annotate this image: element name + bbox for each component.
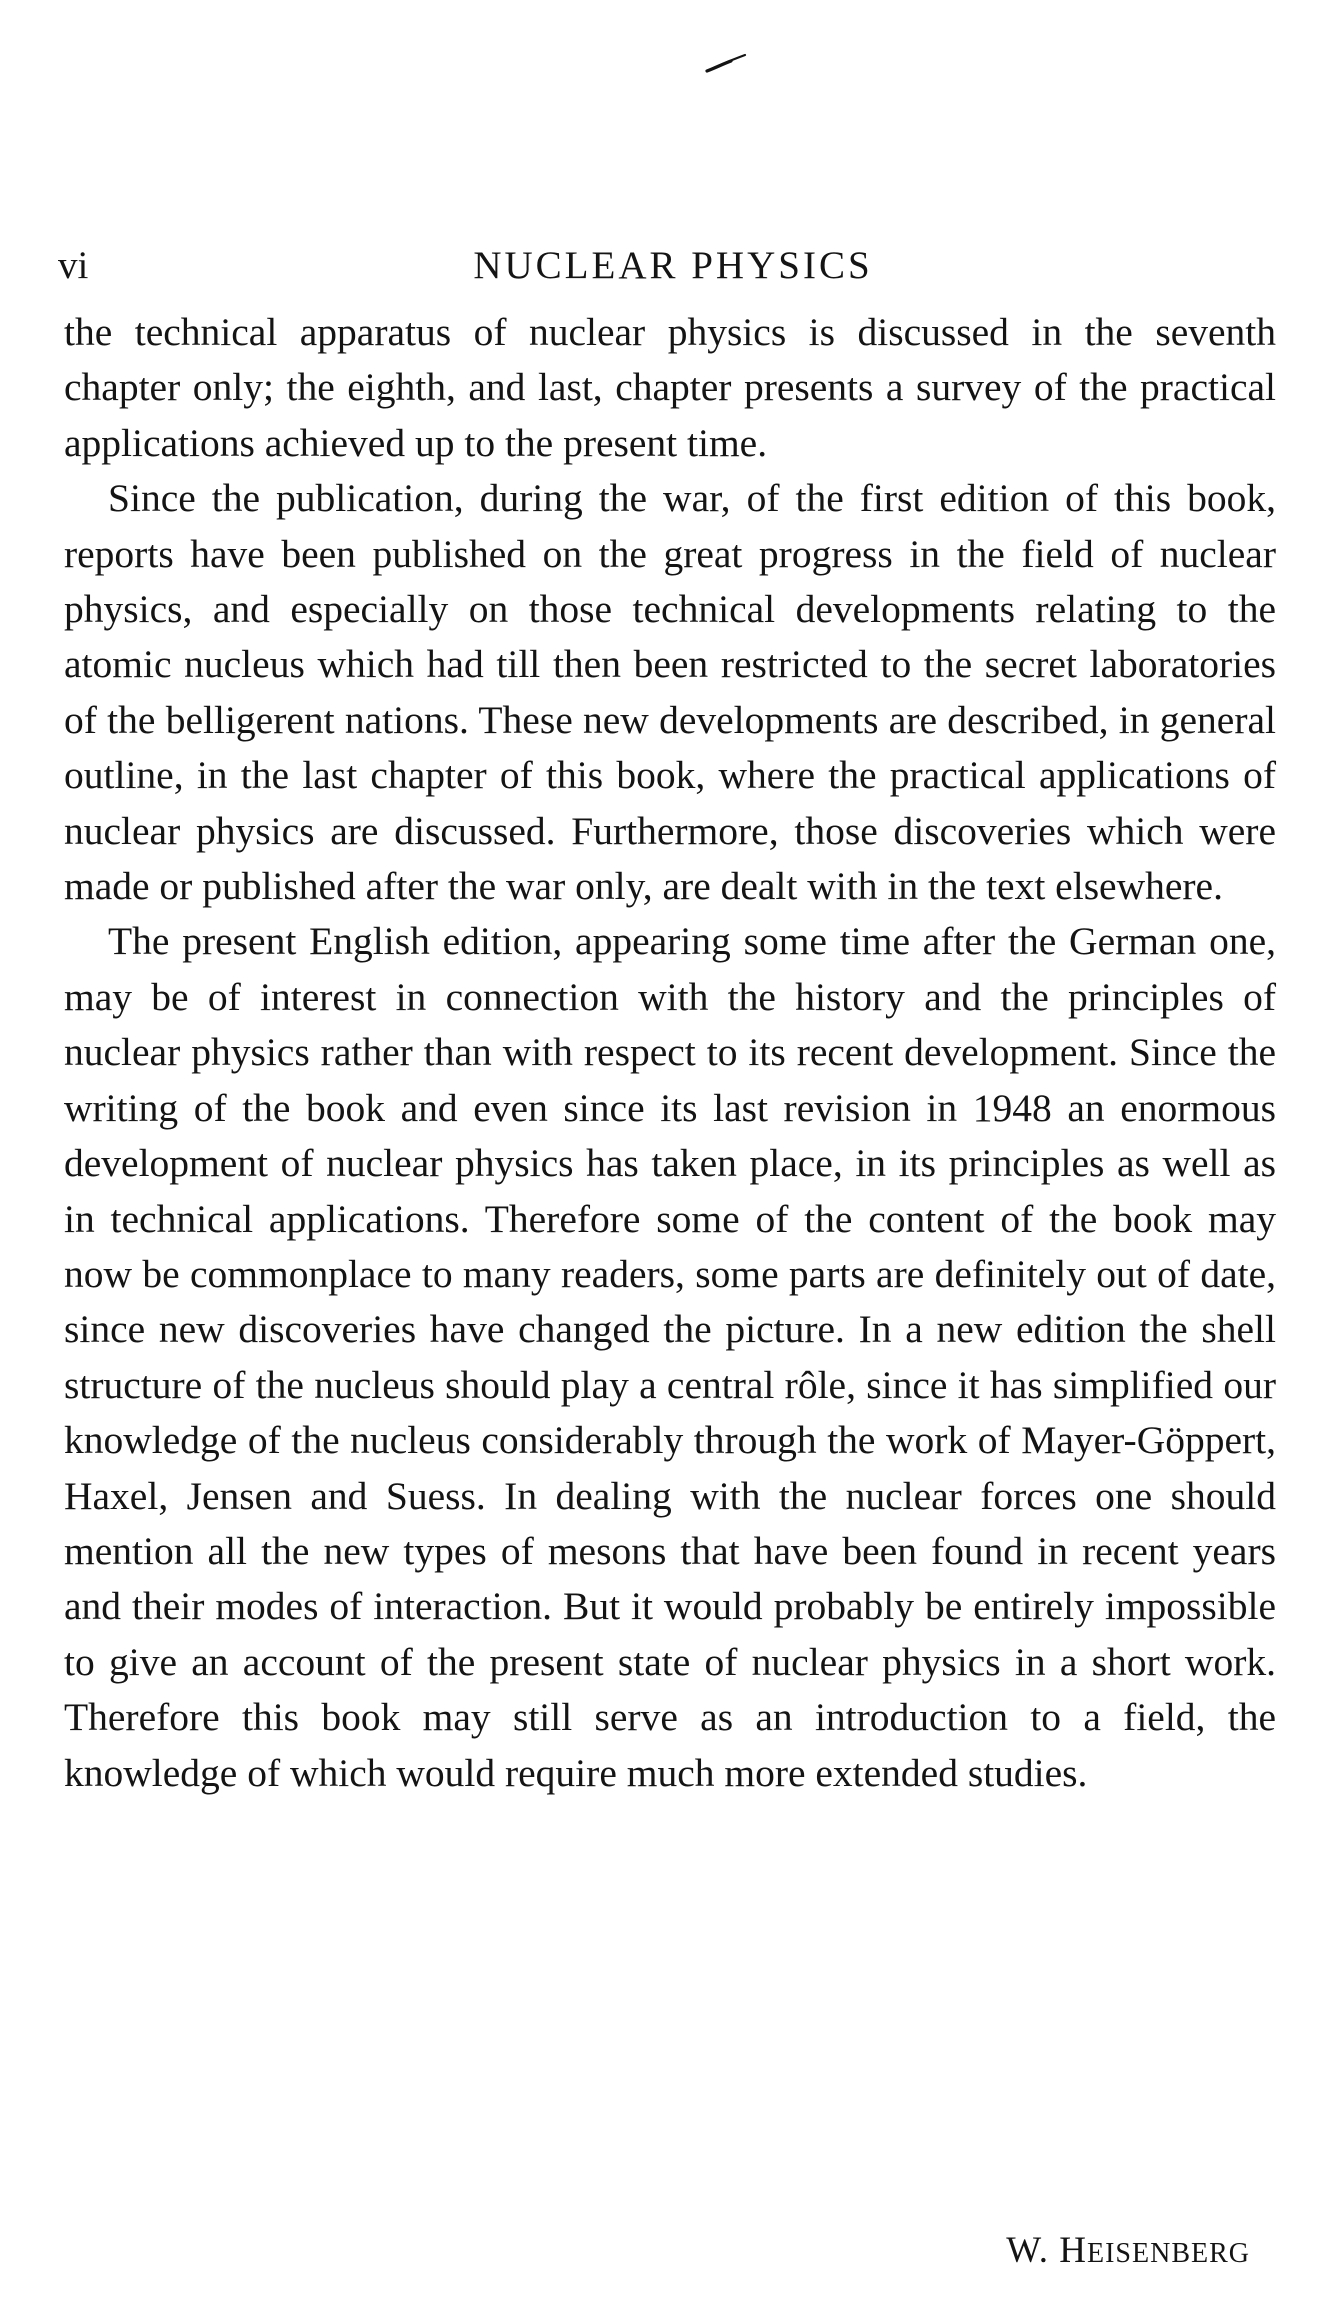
page-number: vi: [58, 244, 89, 287]
signature-initial: W. H: [1006, 2230, 1087, 2271]
signature-surname: EISENBERG: [1087, 2238, 1250, 2269]
body-text: [64, 305, 1276, 1801]
pen-mark-icon: [705, 52, 747, 74]
author-signature: [1006, 2226, 1250, 2279]
running-head: [58, 238, 1270, 294]
paragraph-2: Since the publication, during the war, of the first edition of this book, reports have been published on the great progress in the field of nuclear physics, and especially on those technical developments relating to the atomic nucleus which had till then been restricted to the secret laboratories of the belligerent nations. These new developments are described, in general outline, in the last chapter of this book, where the practical applications of nuclear physics are discussed. Furthermore, those discoveries which were made or published after the war only, are dealt with in the text elsewhere.: [64, 476, 1276, 909]
running-title: NUCLEAR PHYSICS: [473, 244, 873, 287]
paragraph-1: the technical apparatus of nuclear physics is discussed in the seventh chapter only; the eighth, and last, chapter presents a survey of the practical applications achieved up to the present time.: [64, 310, 1276, 465]
paragraph-3: The present English edition, appearing some time after the German one, may be of interest in connection with the history and the principles of nuclear physics rather than with respect to its recent development. Since the writing of the book and even since its last revision in 1948 an enormous development of nuclear physics has taken place, in its principles as well as in technical applications. Therefore some of the content of the book may now be commonplace to many readers, some parts are definitely out of date, since new discoveries have changed the picture. In a new edition the shell structure of the nucleus should play a central rôle, since it has simplified our knowledge of the nucleus considerably through the work of Mayer-Göppert, Haxel, Jensen and Suess. In dealing with the nuclear forces one should mention all the new types of mesons that have been found in recent years and their modes of interaction. But it would probably be entirely impossible to give an account of the present state of nuclear physics in a short work. Therefore this book may still serve as an introduction to a field, the knowledge of which would require much more extended studies.: [64, 919, 1276, 1795]
